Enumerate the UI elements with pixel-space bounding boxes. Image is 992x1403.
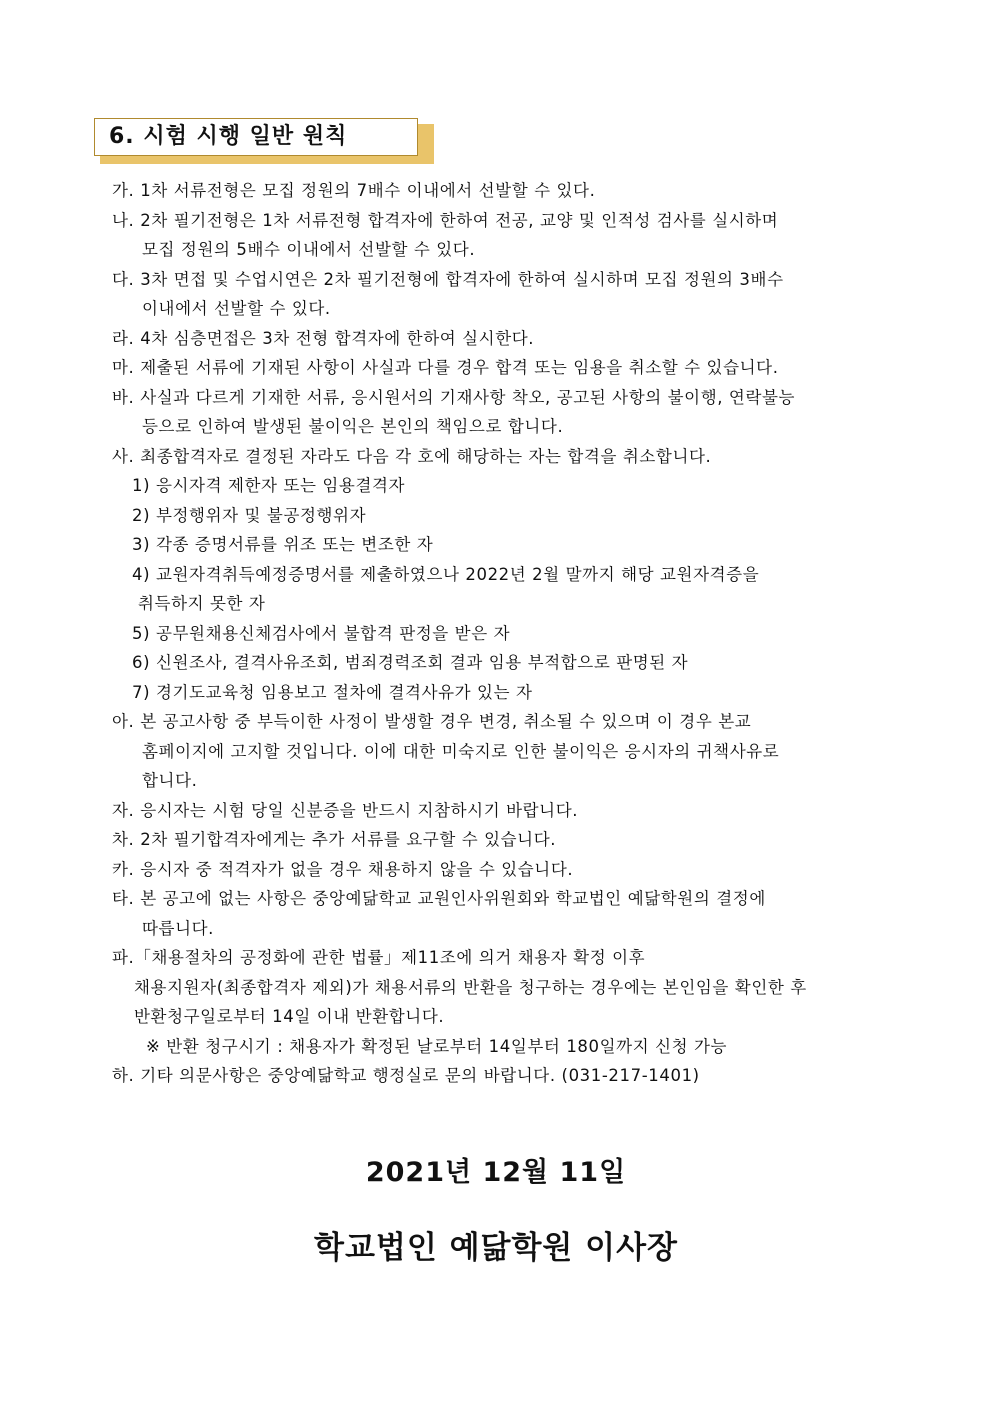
rule-ma: 마. 제출된 서류에 기재된 사항이 사실과 다를 경우 합격 또는 임용을 취소할 수 있습니다. <box>112 358 779 377</box>
rule-pa: 파.「채용절차의 공정화에 관한 법률」제11조에 의거 채용자 확정 이후 <box>112 948 646 967</box>
sub-item-3: 3) 각종 증명서류를 위조 또는 변조한 자 <box>132 535 434 554</box>
rule-ba: 바. 사실과 다르게 기재한 서류, 응시원서의 기재사항 착오, 공고된 사항의 불이행, 연락불능 <box>112 387 796 407</box>
rule-ka: 카. 응시자 중 적격자가 없을 경우 채용하지 않을 수 있습니다. <box>112 859 574 879</box>
rule-a-cont-2: 합니다. <box>142 771 198 790</box>
sub-item-1: 1) 응시자격 제한자 또는 임용결격자 <box>132 476 406 495</box>
sub-item-7: 7) 경기도교육청 임용보고 절차에 결격사유가 있는 자 <box>132 682 533 702</box>
rule-ja: 자. 응시자는 시험 당일 신분증을 반드시 지참하시기 바랍니다. <box>112 800 579 820</box>
rule-sa: 사. 최종합격자로 결정된 자라도 다음 각 호에 해당하는 자는 합격을 취소합니다. <box>112 446 712 466</box>
section-title: 6. 시험 시행 일반 원칙 <box>94 118 418 156</box>
rule-na: 나. 2차 필기전형은 1차 서류전형 합격자에 한하여 전공, 교양 및 인적성 검사를 실시하며 <box>112 210 779 230</box>
rule-ba-cont: 등으로 인하여 발생된 불이익은 본인의 책임으로 합니다. <box>142 417 564 436</box>
issuer-name: 학교법인 예닮학원 이사장 <box>314 1230 678 1266</box>
rule-a-cont-1: 홈페이지에 고지할 것입니다. 이에 대한 미숙지로 인한 불이익은 응시자의 귀책사유로 <box>142 741 780 761</box>
rule-pa-cont-2: 반환청구일로부터 14일 이내 반환합니다. <box>134 1007 445 1026</box>
rule-pa-cont-1: 채용지원자(최종합격자 제외)가 채용서류의 반환을 청구하는 경우에는 본인임을 확인한 후 <box>134 977 807 997</box>
sub-item-2: 2) 부정행위자 및 불공정행위자 <box>132 505 367 525</box>
rule-da-cont: 이내에서 선발할 수 있다. <box>142 299 331 318</box>
sub-item-4: 4) 교원자격취득예정증명서를 제출하였으나 2022년 2월 말까지 해당 교원자격증을 <box>132 564 760 584</box>
rule-na-cont: 모집 정원의 5배수 이내에서 선발할 수 있다. <box>142 240 476 259</box>
sub-item-4-cont: 취득하지 못한 자 <box>138 594 266 613</box>
rule-a: 아. 본 공고사항 중 부득이한 사정이 발생할 경우 변경, 취소될 수 있으며 이 경우 본교 <box>112 712 752 731</box>
sub-item-5: 5) 공무원채용신체검사에서 불합격 판정을 받은 자 <box>132 623 511 643</box>
rule-ta-cont: 따릅니다. <box>142 918 215 938</box>
section-heading-box <box>94 118 428 160</box>
rule-da: 다. 3차 면접 및 수업시연은 2차 필기전형에 합격자에 한하여 실시하며 모집 정원의 3배수 <box>112 269 784 289</box>
rule-pa-note: ※ 반환 청구시기 : 채용자가 확정된 날로부터 14일부터 180일까지 신청 가능 <box>146 1036 728 1056</box>
rule-ra: 라. 4차 심층면접은 3차 전형 합격자에 한하여 실시한다. <box>112 328 535 348</box>
rule-cha: 차. 2차 필기합격자에게는 추가 서류를 요구할 수 있습니다. <box>112 830 557 849</box>
rules-list <box>112 176 902 1091</box>
rule-ha: 하. 기타 의문사항은 중앙예닮학교 행정실로 문의 바랍니다. (031-217-1401) <box>112 1066 700 1085</box>
notice-date: 2021년 12월 11일 <box>365 1157 627 1188</box>
rule-ta: 타. 본 공고에 없는 사항은 중앙예닮학교 교원인사위원회와 학교법인 예닮학원의 결정에 <box>112 889 766 908</box>
rule-ga: 가. 1차 서류전형은 모집 정원의 7배수 이내에서 선발할 수 있다. <box>112 181 596 200</box>
sub-item-6: 6) 신원조사, 결격사유조회, 범죄경력조회 결과 임용 부적합으로 판명된 자 <box>132 653 689 672</box>
